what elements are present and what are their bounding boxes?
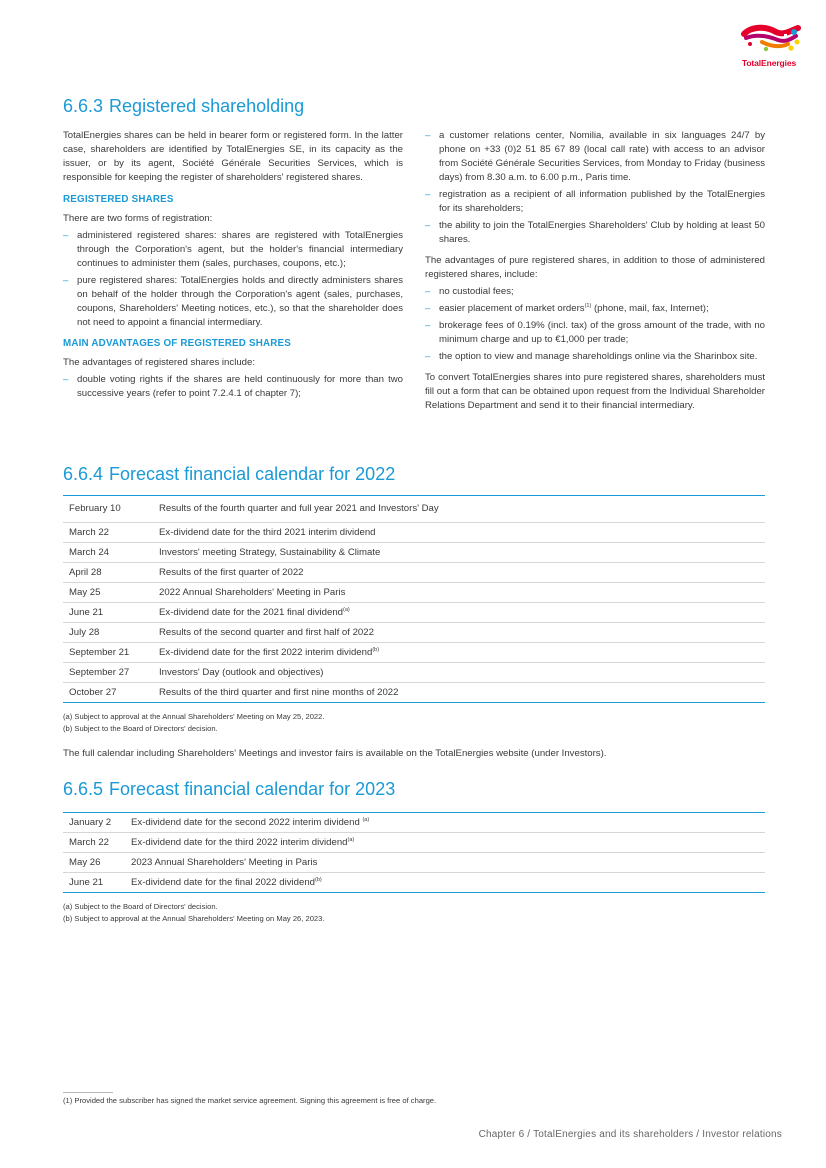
table-row bbox=[63, 873, 765, 893]
section-665-heading bbox=[63, 778, 395, 800]
list-item: – double voting rights if the shares are held continuously for more than two successive years (refer to point 7.2.4.1 of chapter 7); bbox=[63, 374, 403, 399]
registered-intro: TotalEnergies shares can be held in bearer form or registered form. In the latter case, shareholders are identified by TotalEnergies SE, in its capacity as the issuer, or by its agent, Société Générale Securities Services, which is responsible for keeping the register of shareholders' registered shares. bbox=[63, 130, 403, 183]
calendar-2022-table bbox=[63, 495, 765, 703]
table-row bbox=[63, 496, 765, 523]
right-column bbox=[425, 129, 765, 421]
event-cell: 2023 Annual Shareholders' Meeting in Paris bbox=[125, 853, 765, 873]
date-cell: March 22 bbox=[63, 523, 153, 543]
table-row bbox=[63, 683, 765, 703]
date-cell: February 10 bbox=[63, 496, 153, 523]
list-item: – administered registered shares: shares are registered with TotalEnergies through the Corporation's agent, but the holder's financial intermediary continues to administer them (sales, purchases, coupons, etc.); bbox=[63, 230, 403, 269]
section-663-title: Registered shareholding bbox=[109, 96, 305, 116]
left-column bbox=[63, 129, 403, 408]
section-665-number: 6.6.5 bbox=[63, 779, 104, 799]
calendar-2023-table bbox=[63, 812, 765, 893]
pure-advantages-list bbox=[425, 285, 765, 364]
note-ref: (a) bbox=[347, 836, 355, 843]
table-row bbox=[63, 853, 765, 873]
table-row bbox=[63, 813, 765, 833]
calendar-2023 bbox=[63, 812, 765, 925]
event-cell: Ex-dividend date for the final 2022 dividend$^{(b)}$ bbox=[125, 873, 765, 893]
section-663-heading bbox=[63, 95, 304, 117]
table-row bbox=[63, 563, 765, 583]
note-ref: (a) bbox=[343, 606, 350, 613]
table-note: (a) Subject to the Board of Directors' decision. bbox=[63, 902, 218, 911]
date-cell: March 22 bbox=[63, 833, 125, 853]
table-row bbox=[63, 663, 765, 683]
running-footer: Chapter 6 / TotalEnergies and its shareholders / Investor relations bbox=[478, 1129, 782, 1140]
date-cell: January 2 bbox=[63, 813, 125, 833]
event-cell: Results of the first quarter of 2022 bbox=[153, 563, 765, 583]
section-664-title: Forecast financial calendar for 2022 bbox=[109, 464, 396, 484]
table-note: (b) Subject to approval at the Annual Shareholders' Meeting on May 26, 2023. bbox=[63, 914, 325, 923]
registered-shares-heading: REGISTERED SHARES bbox=[63, 194, 174, 205]
calendar-2022-notes bbox=[63, 711, 765, 735]
registration-forms-intro: There are two forms of registration: bbox=[63, 213, 213, 224]
page-footnote: (1) Provided the subscriber has signed the market service agreement. Signing this agreement is free of charge. bbox=[63, 1096, 437, 1105]
list-item: – a customer relations center, Nomilia, available in six languages 24/7 by phone on +33 (0)2 51 85 67 89 (local call rate) with access to an advisor from Société Générale Securities Services, from Monday to Friday (business days) from 8.30 a.m. to 6.00 p.m., Paris time. bbox=[425, 130, 765, 183]
list-item: – the option to view and manage shareholdings online via the Sharinbox site. bbox=[425, 351, 758, 362]
event-cell: Ex-dividend date for the second 2022 interim dividend $^{(a)}$ bbox=[125, 813, 765, 833]
date-cell: September 27 bbox=[63, 663, 153, 683]
section-664-number: 6.6.4 bbox=[63, 464, 104, 484]
note-ref: (a) bbox=[362, 816, 370, 823]
pure-advantages-intro: The advantages of pure registered shares, in addition to those of administered registered shares, include: bbox=[425, 255, 765, 280]
date-cell: June 21 bbox=[63, 873, 125, 893]
date-cell: April 28 bbox=[63, 563, 153, 583]
event-cell: Investors' meeting Strategy, Sustainability & Climate bbox=[153, 543, 765, 563]
table-note: (b) Subject to the Board of Directors' decision. bbox=[63, 724, 218, 733]
section-664-heading bbox=[63, 463, 395, 485]
list-item: – registration as a recipient of all information published by the TotalEnergies for its shareholders; bbox=[425, 189, 765, 214]
logo-swirl-icon bbox=[736, 20, 802, 58]
event-cell: Results of the second quarter and first half of 2022 bbox=[153, 623, 765, 643]
table-note: (a) Subject to approval at the Annual Shareholders' Meeting on May 25, 2022. bbox=[63, 712, 325, 721]
table-row bbox=[63, 583, 765, 603]
event-cell: Investors' Day (outlook and objectives) bbox=[153, 663, 765, 683]
registration-forms-list bbox=[63, 229, 403, 330]
date-cell: May 25 bbox=[63, 583, 153, 603]
table-row bbox=[63, 833, 765, 853]
date-cell: May 26 bbox=[63, 853, 125, 873]
event-cell: Results of the fourth quarter and full year 2021 and Investors' Day bbox=[153, 496, 765, 523]
footnote-divider bbox=[63, 1092, 113, 1093]
advantages-list-left bbox=[63, 373, 403, 401]
convert-paragraph: To convert TotalEnergies shares into pure registered shares, shareholders must fill out a form that can be obtained upon request from the Individual Shareholder Relations Department and send it to their financial intermediary. bbox=[425, 372, 765, 411]
list-item: – pure registered shares: TotalEnergies holds and directly administers shares on behalf of the holder through the Corporation's agent (sales, purchases, coupons, Shareholders' Meeting notices, etc.), so that the shareholder does not need to appoint a financial intermediary. bbox=[63, 275, 403, 328]
note-ref: (b) bbox=[315, 876, 322, 883]
footnote-ref: (1) bbox=[584, 303, 592, 309]
date-cell: March 24 bbox=[63, 543, 153, 563]
event-cell: Ex-dividend date for the third 2021 interim dividend bbox=[153, 523, 765, 543]
date-cell: October 27 bbox=[63, 683, 153, 703]
list-item: – the ability to join the TotalEnergies Shareholders' Club by holding at least 50 shares. bbox=[425, 220, 765, 245]
table-row bbox=[63, 543, 765, 563]
date-cell: September 21 bbox=[63, 643, 153, 663]
list-item: – brokerage fees of 0.19% (incl. tax) of the gross amount of the trade, with no minimum charge and up to €1,000 per trade; bbox=[425, 320, 765, 345]
date-cell: July 28 bbox=[63, 623, 153, 643]
table-row bbox=[63, 623, 765, 643]
list-item: – no custodial fees; bbox=[425, 286, 514, 297]
advantages-intro: The advantages of registered shares include: bbox=[63, 357, 255, 368]
note-ref: (b) bbox=[372, 646, 380, 653]
table-row bbox=[63, 603, 765, 623]
event-cell: Ex-dividend date for the 2021 final dividend$^{(a)}$ bbox=[153, 603, 765, 623]
section-663-number: 6.6.3 bbox=[63, 96, 104, 116]
event-cell: Ex-dividend date for the third 2022 interim dividend$^{(a)}$ bbox=[125, 833, 765, 853]
totalenergies-logo bbox=[736, 20, 802, 70]
event-cell: Ex-dividend date for the first 2022 interim dividend$^{(b)}$ bbox=[153, 643, 765, 663]
logo-wordmark: TotalEnergies bbox=[741, 58, 797, 68]
calendar-2023-notes bbox=[63, 901, 765, 925]
event-cell: Results of the third quarter and first nine months of 2022 bbox=[153, 683, 765, 703]
calendar-2022 bbox=[63, 495, 765, 735]
advantages-list-right bbox=[425, 129, 765, 247]
list-item: – easier placement of market orders$^{(1)}$ (phone, mail, fax, Internet); bbox=[425, 303, 709, 314]
main-advantages-heading: MAIN ADVANTAGES OF REGISTERED SHARES bbox=[63, 338, 292, 349]
table-row bbox=[63, 643, 765, 663]
full-calendar-note: The full calendar including Shareholders' Meetings and investor fairs is available on the TotalEnergies website (under Investors). bbox=[63, 748, 607, 759]
event-cell: 2022 Annual Shareholders' Meeting in Paris bbox=[153, 583, 765, 603]
section-665-title: Forecast financial calendar for 2023 bbox=[109, 779, 396, 799]
table-row bbox=[63, 523, 765, 543]
date-cell: June 21 bbox=[63, 603, 153, 623]
